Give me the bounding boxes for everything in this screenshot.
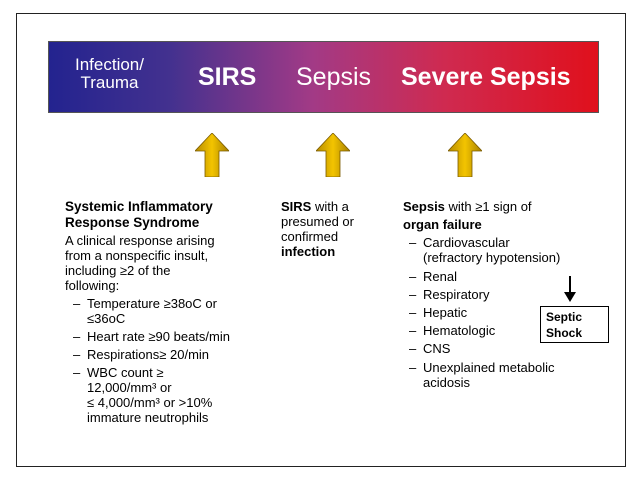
septic-shock-line2: Shock — [546, 326, 583, 340]
sepsis-bold-sirs: SIRS — [281, 199, 312, 214]
down-arrow-icon — [564, 276, 576, 302]
list-item-line: – Temperature ≥38oC or — [87, 296, 217, 311]
list-item-line: (refractory hypotension) — [423, 250, 561, 265]
sirs-heading-line1: Systemic Inflammatory — [65, 199, 213, 214]
sepsis-definition — [281, 199, 391, 259]
septic-shock-box — [540, 306, 609, 343]
sirs-desc-line: following: — [65, 278, 120, 293]
list-item-line: 12,000/mm³ or — [87, 380, 172, 395]
list-item — [71, 296, 275, 326]
list-item — [407, 360, 603, 390]
banner-infection-line2: Trauma — [80, 73, 139, 92]
list-item — [71, 347, 275, 362]
banner-infection-trauma — [75, 56, 144, 92]
sepsis-line3: confirmed — [281, 229, 339, 244]
banner-sirs: SIRS — [198, 63, 257, 91]
sepsis-line1-rest: with a — [311, 199, 349, 214]
severe-line2 — [403, 217, 603, 232]
sepsis-line2: presumed or — [281, 214, 354, 229]
list-item-line: ≤36oC — [87, 311, 126, 326]
up-arrow-icon — [316, 133, 350, 177]
sirs-criteria-list — [65, 296, 275, 425]
list-item-line: – WBC count ≥ — [87, 365, 164, 380]
up-arrow-icon — [195, 133, 229, 177]
list-item-line: – Respiratory — [423, 287, 490, 302]
sirs-desc-line: from a nonspecific insult, — [65, 248, 209, 263]
sirs-description — [65, 233, 275, 293]
list-item-line: – Cardiovascular — [423, 235, 510, 250]
list-item-line: – Heart rate ≥90 beats/min — [87, 329, 230, 344]
sepsis-bold-infection: infection — [281, 244, 336, 259]
list-item-line: – Hematologic — [423, 323, 496, 338]
up-arrow-icon — [448, 133, 482, 177]
sirs-definition — [65, 199, 275, 425]
list-item-line: – CNS — [423, 341, 451, 356]
list-item-line: immature neutrophils — [87, 410, 209, 425]
severe-bold-sepsis: Sepsis — [403, 199, 445, 214]
list-item-line: – Respirations≥ 20/min — [87, 347, 210, 362]
list-item-line: – Unexplained metabolic — [423, 360, 555, 375]
severe-line1 — [403, 199, 603, 214]
list-item-line: – Hepatic — [423, 305, 468, 320]
sepsis-line4 — [281, 244, 391, 259]
sirs-desc-line: including ≥2 of the — [65, 263, 171, 278]
severe-line1-rest: with ≥1 sign of — [444, 199, 532, 214]
list-item-line: ≤ 4,000/mm³ or >10% — [87, 395, 213, 410]
banner-sepsis: Sepsis — [296, 63, 372, 91]
banner-severe-sepsis: Severe Sepsis — [401, 63, 571, 91]
list-item-line: acidosis — [423, 375, 470, 390]
sepsis-continuum-banner — [48, 41, 599, 113]
sepsis-line1 — [281, 199, 391, 214]
banner-infection-line1: Infection/ — [75, 55, 144, 74]
list-item — [71, 329, 275, 344]
septic-shock-line1: Septic — [546, 310, 583, 324]
list-item — [71, 365, 275, 425]
sirs-heading — [65, 199, 275, 231]
list-item-line: – Renal — [423, 269, 457, 284]
sirs-heading-line2: Response Syndrome — [65, 215, 200, 230]
sirs-desc-line: A clinical response arising — [65, 233, 215, 248]
severe-bold-organ-failure: organ failure — [403, 217, 482, 232]
list-item — [407, 235, 603, 265]
